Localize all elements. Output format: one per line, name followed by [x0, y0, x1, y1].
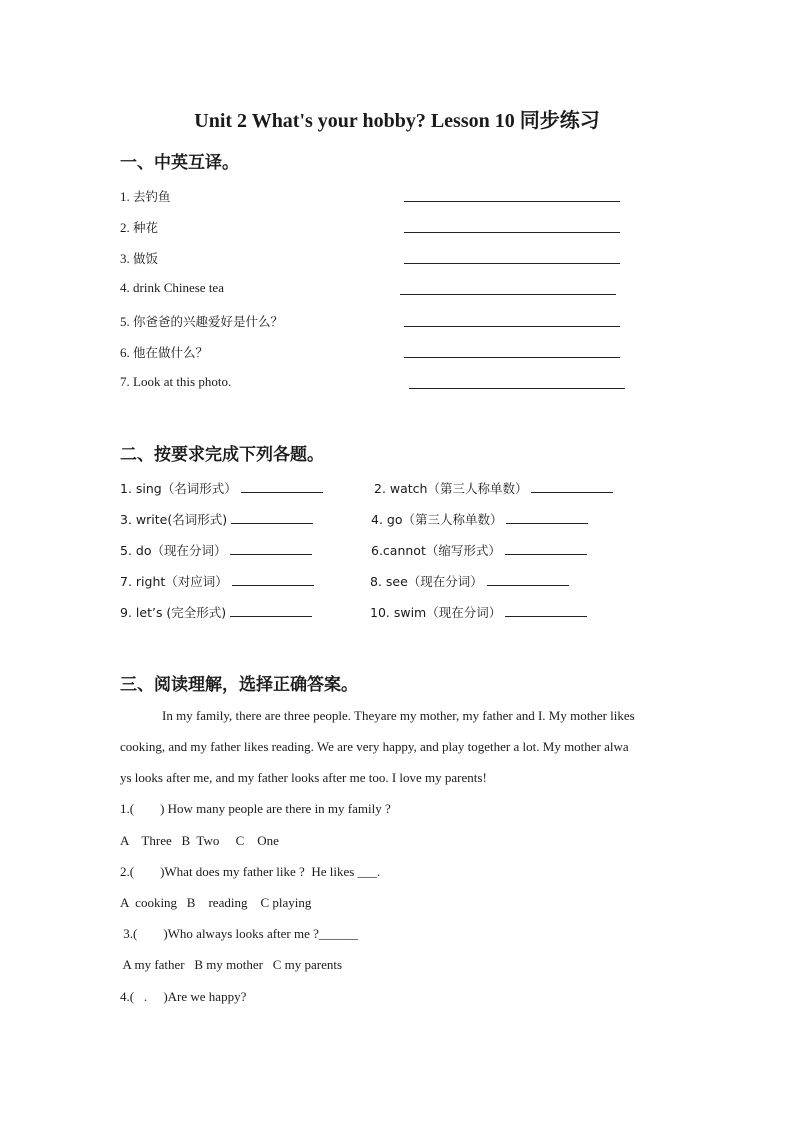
item-text: drink Chinese tea [133, 280, 224, 295]
answer-blank[interactable] [487, 573, 569, 586]
item-text: 5. do（现在分词） [120, 543, 227, 558]
item-number: 4. [120, 280, 130, 295]
answer-blank-6[interactable] [404, 357, 620, 358]
passage-line-2: cooking, and my father likes reading. We are very happy, and play together a lot. My mother alwa [120, 739, 629, 754]
item-number: 3. [120, 251, 130, 266]
answer-blank[interactable] [241, 480, 323, 493]
item-text: 做饭 [133, 251, 159, 266]
answer-blank[interactable] [531, 480, 613, 493]
question-1: 1.( ) How many people are there in my family ? [120, 801, 391, 816]
answer-blank-5[interactable] [404, 326, 620, 327]
worksheet-title: Unit 2 What's your hobby? Lesson 10 同步练习 [194, 110, 600, 132]
item-text: 10. swim（现在分词） [370, 605, 502, 620]
answer-blank-3[interactable] [404, 263, 620, 264]
item-text: 4. go（第三人称单数） [371, 512, 503, 527]
item-text: 他在做什么？ [133, 345, 209, 360]
form-item-10 [370, 603, 587, 621]
item-text: 7. right（对应词） [120, 574, 228, 589]
question-2-options: A cooking B reading C playing [120, 895, 312, 910]
form-item-6 [371, 541, 587, 559]
passage-line-3: ys looks after me, and my father looks after me too. I love my parents! [120, 770, 487, 785]
form-item-1 [120, 479, 323, 497]
translate-item-4 [120, 280, 224, 296]
passage-line-1: In my family, there are three people. Theyare my mother, my father and I. My mother likes [162, 708, 635, 723]
item-text: 你爸爸的兴趣爱好是什么？ [133, 314, 284, 329]
translate-item-5 [120, 312, 283, 330]
section1-heading: 一、中英互译。 [120, 153, 239, 173]
section2-heading: 二、按要求完成下列各题。 [120, 445, 324, 465]
translate-item-1 [120, 187, 171, 205]
item-text: 种花 [133, 220, 159, 235]
item-number: 1. [120, 189, 130, 204]
translate-item-2 [120, 218, 158, 236]
item-text: Look at this photo. [133, 374, 232, 389]
item-text: 8. see（现在分词） [370, 574, 483, 589]
item-text: 去钓鱼 [133, 189, 171, 204]
item-number: 7. [120, 374, 130, 389]
form-item-7 [120, 572, 314, 590]
section3-heading: 三、阅读理解，选择正确答案。 [120, 675, 358, 695]
question-2: 2.( )What does my father like ? He likes ___. [120, 864, 381, 879]
answer-blank-2[interactable] [404, 232, 620, 233]
answer-blank-4[interactable] [400, 294, 616, 295]
answer-blank[interactable] [230, 604, 312, 617]
answer-blank[interactable] [231, 511, 313, 524]
question-4: 4.( . )Are we happy? [120, 989, 247, 1004]
answer-blank-7[interactable] [409, 388, 625, 389]
answer-blank-1[interactable] [404, 201, 620, 202]
answer-blank[interactable] [505, 542, 587, 555]
item-number: 6. [120, 345, 130, 360]
item-text: 1. sing（名词形式） [120, 481, 237, 496]
item-text: 9. let’s (完全形式) [120, 605, 227, 620]
item-number: 5. [120, 314, 130, 329]
form-item-5 [120, 541, 312, 559]
form-item-9 [120, 603, 312, 621]
item-text: 6.cannot（缩写形式） [371, 543, 501, 558]
answer-blank[interactable] [505, 604, 587, 617]
question-1-options: A Three B Two C One [120, 833, 279, 848]
translate-item-3 [120, 249, 158, 267]
translate-item-6 [120, 343, 208, 361]
form-item-8 [370, 572, 569, 590]
item-number: 2. [120, 220, 130, 235]
answer-blank[interactable] [506, 511, 588, 524]
item-text: 2. watch（第三人称单数） [374, 481, 528, 496]
form-item-4 [371, 510, 588, 528]
form-item-3 [120, 510, 313, 528]
translate-item-7 [120, 374, 231, 390]
question-3-options: A my father B my mother C my parents [120, 957, 343, 972]
question-3: 3.( )Who always looks after me ?______ [120, 926, 358, 941]
form-item-2 [374, 479, 613, 497]
answer-blank[interactable] [232, 573, 314, 586]
item-text: 3. write(名词形式) [120, 512, 228, 527]
answer-blank[interactable] [230, 542, 312, 555]
